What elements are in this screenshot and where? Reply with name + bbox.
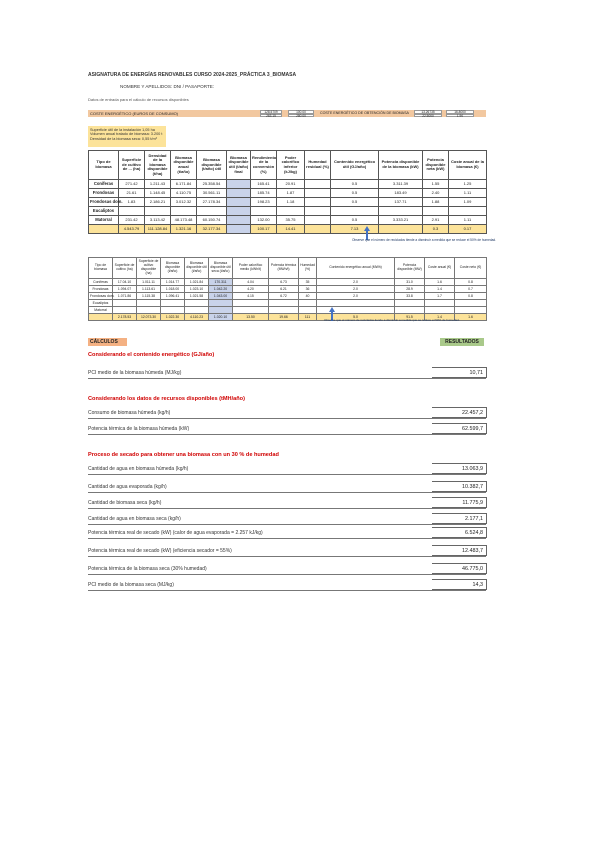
row-divider xyxy=(88,556,486,557)
table-cell: 1.094.07 xyxy=(113,286,137,293)
cost-bar-cell: 263.15 xyxy=(260,114,282,118)
column-header: Coste anual de la biomasa (€) xyxy=(449,151,487,180)
column-header: Poder calorífico medio (kWh/t) xyxy=(233,258,269,279)
table-row xyxy=(89,307,487,314)
calc-result-value: 22.457,2 xyxy=(432,407,487,418)
table-cell: 0.3 xyxy=(423,225,449,234)
row-divider xyxy=(88,574,486,575)
table-cell xyxy=(395,307,425,314)
column-header: Potencia térmica (MWh/t) xyxy=(269,258,299,279)
cost-bar-left-label: COSTE ENERGÉTICO (EUROS DE CONSUMO) xyxy=(90,111,179,116)
table-cell: 2.91 xyxy=(423,216,449,225)
table-cell xyxy=(269,307,299,314)
row-divider xyxy=(88,538,486,539)
cost-bar-mid-label: COSTE ENERGÉTICO DE OBTENCIÓN DE BIOMASA xyxy=(320,111,409,115)
calc-line-label: Potencia térmica real de secado (kW) (calor de agua evaporada = 2.257 kJ/kg) xyxy=(88,530,263,536)
table-row xyxy=(89,279,487,286)
table-cell: 231.42 xyxy=(119,216,145,225)
table-cell: 111 xyxy=(299,314,317,321)
table-cell: 4.15 xyxy=(233,293,269,300)
table-cell xyxy=(305,180,331,189)
column-header: Biomasa disponible anual (t/año) xyxy=(171,151,197,180)
table-cell xyxy=(233,307,269,314)
param-line: Superficie útil de la instalación 1,05 ha xyxy=(90,128,155,132)
table-cell xyxy=(299,307,317,314)
column-header: Humedad (%) xyxy=(299,258,317,279)
biomass-energy-table xyxy=(88,257,487,321)
column-header: Biomasa disponible útil seca (t/año) xyxy=(209,258,233,279)
table-cell: 27.178.34 xyxy=(197,198,227,207)
row-divider xyxy=(88,434,486,435)
table-cell: 2.0 xyxy=(317,279,395,286)
row-label: Coníferas xyxy=(89,279,113,286)
row-label: Frondosas xyxy=(89,286,113,293)
calc-result-value: 2.177,1 xyxy=(432,513,487,524)
table-cell xyxy=(449,207,487,216)
table-row xyxy=(89,300,487,307)
table-cell xyxy=(299,300,317,307)
table-cell: 4.20 xyxy=(233,286,269,293)
table-cell xyxy=(455,300,487,307)
row-divider xyxy=(88,524,486,525)
table-cell: 198.23 xyxy=(251,198,277,207)
calc-result-value: 13.063,9 xyxy=(432,463,487,474)
row-label: Frondosas dom. xyxy=(90,294,115,298)
table-cell xyxy=(161,307,185,314)
student-name-field: NOMBRE Y APELLIDOS: DNI / PASAPORTE: xyxy=(120,84,215,89)
calc-line-label: Consumo de biomasa húmeda (kg/h) xyxy=(88,410,171,416)
calc-line-label: PCI medio de la biomasa húmeda (MJ/kg) xyxy=(88,370,182,376)
section-title: Proceso de secado para obtener una biomasa con un 30 % de humedad xyxy=(88,452,279,458)
table-cell xyxy=(113,300,137,307)
table-cell: 1.4 xyxy=(425,314,455,321)
table-cell: 1.88 xyxy=(423,198,449,207)
table-cell: 1.021.58 xyxy=(185,293,209,300)
table-cell: 2.0 xyxy=(317,293,395,300)
column-header: Coste anual (€) xyxy=(425,258,455,279)
column-header: Tipo de biomasa xyxy=(89,258,113,279)
calc-result-value: 12.483,7 xyxy=(432,545,487,556)
table-cell: 0.5 xyxy=(331,189,379,198)
section-title: Considerando el contenido energético (GJ/año) xyxy=(88,352,215,358)
calc-line-label: Potencia térmica de la biomasa seca (30% humedad) xyxy=(88,566,207,572)
table-cell: 1.021.84 xyxy=(185,279,209,286)
row-label xyxy=(89,225,119,234)
table-cell: 3.012.32 xyxy=(171,198,197,207)
table-cell xyxy=(379,225,423,234)
table-cell xyxy=(227,189,251,198)
row-label: Frondosas dom. xyxy=(89,198,119,207)
table-cell xyxy=(113,307,137,314)
table-cell: 6.73 xyxy=(269,279,299,286)
table-cell: 1.6 xyxy=(425,279,455,286)
table-cell: 271.42 xyxy=(119,180,145,189)
table-cell: 0.17 xyxy=(449,225,487,234)
column-header: Coste neto (€) xyxy=(455,258,487,279)
table-cell: 1.018.00 xyxy=(161,286,185,293)
table-cell: 31.0 xyxy=(395,279,425,286)
cost-bar-cell: 128.5709 xyxy=(260,110,282,114)
table-total-row xyxy=(89,225,487,234)
table-cell xyxy=(161,300,185,307)
calc-line-label: Cantidad de biomasa seca (kg/h) xyxy=(88,500,162,506)
row-divider xyxy=(88,590,486,591)
calc-line-label: Cantidad de agua evaporada (kg/h) xyxy=(88,484,167,490)
column-header: Humedad residual (%) xyxy=(305,151,331,180)
row-divider xyxy=(88,474,486,475)
table-cell xyxy=(185,300,209,307)
table-cell: 170.311 xyxy=(209,279,233,286)
table-row xyxy=(89,293,487,300)
table-cell: 28.9 xyxy=(395,286,425,293)
biomass-resources-table xyxy=(88,150,487,234)
column-header: Densidad de la biomasa disponible (t/ha) xyxy=(145,151,171,180)
column-header: Superficie de cultivo disponible (ha) xyxy=(137,258,161,279)
table-cell: 33.8 xyxy=(395,293,425,300)
table-cell: 30.561.11 xyxy=(197,189,227,198)
calc-line-label: PCI medio de la biomasa seca (MJ/kg) xyxy=(88,582,174,588)
table-cell xyxy=(305,189,331,198)
cost-bar-cell: 100.00 xyxy=(288,110,314,114)
table-cell: 19.66 xyxy=(269,314,299,321)
table-cell xyxy=(227,225,251,234)
column-header: Poder calorífico inferior (kJ/kg) xyxy=(277,151,305,180)
table-cell: 137.71 xyxy=(379,198,423,207)
table-cell: 35 xyxy=(299,279,317,286)
row-label: Eucaliptos xyxy=(89,207,119,216)
table-cell: 1.6 xyxy=(455,314,487,321)
row-label: Coníferas xyxy=(89,180,119,189)
table-cell: 1.321.16 xyxy=(171,225,197,234)
table-cell xyxy=(425,307,455,314)
calc-result-value: 46.775,0 xyxy=(432,563,487,574)
table-cell xyxy=(305,225,331,234)
calc-result-value: 6.524,8 xyxy=(432,527,487,538)
table-cell: 1.113.61 xyxy=(137,286,161,293)
cost-bar-cell: 280.00 xyxy=(288,114,314,118)
column-header: Tipo de biomasa xyxy=(89,151,119,180)
column-header: Potencia disponible de la biomasa (kW) xyxy=(379,151,423,180)
table-cell: 0.5 xyxy=(331,180,379,189)
table-cell xyxy=(317,300,395,307)
table-cell xyxy=(379,207,423,216)
table-row xyxy=(89,180,487,189)
row-label: Matorral xyxy=(89,216,119,225)
table-cell: 1.014.77 xyxy=(161,279,185,286)
calc-result-value: 10,71 xyxy=(432,367,487,378)
table-cell: 0.5 xyxy=(331,216,379,225)
table-cell: 4.04 xyxy=(233,279,269,286)
table-cell xyxy=(305,207,331,216)
table-cell xyxy=(423,207,449,216)
table-cell xyxy=(185,307,209,314)
table-cell: 185.74 xyxy=(251,189,277,198)
cost-bar-cell: 22.5000 xyxy=(414,114,442,118)
document-title: ASIGNATURA DE ENERGÍAS RENOVABLES CURSO 2024-2025_PRÁCTICA 3_BIOMASA xyxy=(88,72,297,78)
row-label: Matorral xyxy=(89,307,113,314)
table-cell: 1.011.11 xyxy=(137,279,161,286)
table-cell: 2.186.21 xyxy=(145,198,171,207)
calc-line-label: Potencia térmica de la biomasa húmeda (kW) xyxy=(88,426,190,432)
table-row xyxy=(89,286,487,293)
calc-result-value: 62.599,7 xyxy=(432,423,487,434)
results-label: RESULTADOS xyxy=(440,338,484,346)
table-cell: 1.55 xyxy=(423,180,449,189)
param-line: Densidad de la biomasa seca: 0,55 t/m³ xyxy=(90,136,157,141)
table-cell: 2.0 xyxy=(317,286,395,293)
table-cell: 100.17 xyxy=(251,225,277,234)
calc-line-label: Cantidad de agua en biomasa húmeda (kg/h) xyxy=(88,466,189,472)
table-cell: 60.150.74 xyxy=(197,216,227,225)
row-divider xyxy=(88,418,486,419)
param-line: Volumen anual tratado de biomasa: 3.200 t xyxy=(90,132,163,137)
column-header: Contenido energético anual (MWh) xyxy=(317,258,395,279)
calc-line-label: Potencia térmica real de secado (kW) (eficiencia secador = 55%) xyxy=(88,548,232,554)
table-cell: 2.40 xyxy=(423,189,449,198)
table-cell: 6.72 xyxy=(269,293,299,300)
table-cell: 111.128.84 xyxy=(145,225,171,234)
table-cell xyxy=(395,300,425,307)
table-cell: 1.023.10 xyxy=(185,286,209,293)
table-cell xyxy=(331,207,379,216)
table-cell xyxy=(197,207,227,216)
table-cell: 0.5 xyxy=(331,198,379,207)
column-header: Contenido energético útil (GJ/año) xyxy=(331,151,379,180)
table-cell: 1.096.41 xyxy=(161,293,185,300)
table-cell: 13.50 xyxy=(233,314,269,321)
table-cell xyxy=(227,180,251,189)
table-cell: 4.110.75 xyxy=(171,189,197,198)
table-cell: 3.333.21 xyxy=(379,216,423,225)
table-cell xyxy=(277,207,305,216)
column-header: Biomasa disponible (t/año) útil xyxy=(197,151,227,180)
calc-result-value: 10.382,7 xyxy=(432,481,487,492)
table-cell: 35.75 xyxy=(277,216,305,225)
table-cell xyxy=(305,198,331,207)
table-cell: 1.211.43 xyxy=(145,180,171,189)
column-header: Potencia disponible neta (kW) xyxy=(423,151,449,180)
table-cell: 6.171.84 xyxy=(171,180,197,189)
table-cell: 3.311.39 xyxy=(379,180,423,189)
table-cell: 1.042.20 xyxy=(209,286,233,293)
column-header: Biomasa disponible útil (t/año) final xyxy=(227,151,251,180)
table-cell: 183.49 xyxy=(379,189,423,198)
table-cell: 14.41 xyxy=(277,225,305,234)
section-title: Considerando los datos de recursos disponibles (tMH/año) xyxy=(88,396,245,402)
column-header: Potencia disponible (MW) xyxy=(395,258,425,279)
calc-result-value: 11.775,9 xyxy=(432,497,487,508)
table-cell: 25.358.54 xyxy=(197,180,227,189)
table-cell: 0.8 xyxy=(455,293,487,300)
table-cell: 1.148.45 xyxy=(145,189,171,198)
table-cell: 17.04.10 xyxy=(113,279,137,286)
calculations-label: CÁLCULOS xyxy=(88,338,127,346)
calc-line-label: Cantidad de agua en biomasa seca (kg/h) xyxy=(88,516,181,522)
column-header: Superficie de cultivo (ha) xyxy=(113,258,137,279)
table-cell xyxy=(227,207,251,216)
table-cell: 0.7 xyxy=(455,286,487,293)
table-cell xyxy=(227,216,251,225)
table-cell: 40 xyxy=(299,293,317,300)
table-cell: 1.115.38 xyxy=(137,293,161,300)
table-cell: 91.5 xyxy=(395,314,425,321)
annotation-1: Observe que el número de reciclados tiende a disminuir a medida que se reduce el 50% de humedad. xyxy=(352,238,497,242)
table-cell xyxy=(233,300,269,307)
table-cell: 32.177.34 xyxy=(197,225,227,234)
row-label xyxy=(89,314,113,321)
table-cell: 1.7 xyxy=(425,293,455,300)
calculations-header xyxy=(88,338,486,346)
calc-result-value: 14,3 xyxy=(432,579,487,590)
table-cell: 1.25 xyxy=(449,180,487,189)
table-cell xyxy=(305,216,331,225)
table-cell: 0.8 xyxy=(455,279,487,286)
table-cell xyxy=(137,307,161,314)
row-divider xyxy=(88,378,486,379)
table-cell xyxy=(171,207,197,216)
column-header: Rendimiento de la conversión (%) xyxy=(251,151,277,180)
cost-bar-cell: 1.90 xyxy=(446,114,474,118)
table-cell: 6.21 xyxy=(269,286,299,293)
table-row xyxy=(89,207,487,216)
table-cell xyxy=(425,300,455,307)
table-cell xyxy=(251,207,277,216)
table-row xyxy=(89,216,487,225)
table-cell: 1.020.10 xyxy=(209,314,233,321)
table-cell: 1.83 xyxy=(119,198,145,207)
table-row xyxy=(89,198,487,207)
table-cell: 1.11 xyxy=(449,216,487,225)
table-cell: 1.022.30 xyxy=(161,314,185,321)
table-cell: 4.110.23 xyxy=(185,314,209,321)
table-cell xyxy=(209,300,233,307)
table-cell: 4.543.79 xyxy=(119,225,145,234)
table-cell: 48.173.48 xyxy=(171,216,197,225)
table-cell: 20.91 xyxy=(277,180,305,189)
row-label: Eucaliptos xyxy=(89,300,113,307)
table-row xyxy=(89,189,487,198)
table-cell: 5.0 xyxy=(317,314,395,321)
row-divider xyxy=(88,492,486,493)
cost-bar-cell: 16.8000 xyxy=(446,110,474,114)
table-cell xyxy=(137,300,161,307)
table-cell: 1.4 xyxy=(425,286,455,293)
column-header: Biomasa disponible (t/año) xyxy=(161,258,185,279)
table-cell: 1.043.00 xyxy=(209,293,233,300)
table-cell xyxy=(455,307,487,314)
table-cell xyxy=(145,207,171,216)
row-divider xyxy=(88,508,486,509)
table-cell: 1.18 xyxy=(277,198,305,207)
cost-bar xyxy=(88,110,486,117)
column-header: Superficie de cultivo de ... (ha) xyxy=(119,151,145,180)
table-cell: 1.071.86 xyxy=(113,293,137,300)
row-label: Frondosas xyxy=(89,189,119,198)
column-header: Biomasa disponible útil (t/año) xyxy=(185,258,209,279)
table-cell xyxy=(227,198,251,207)
table-cell: 3.113.42 xyxy=(145,216,171,225)
table-cell: 132.00 xyxy=(251,216,277,225)
table-cell: 12.073.30 xyxy=(137,314,161,321)
table-cell: 1.09 xyxy=(449,198,487,207)
cost-bar-cell: 13.26735 xyxy=(414,110,442,114)
table-cell: 1.11 xyxy=(449,189,487,198)
table-cell: 7.13 xyxy=(331,225,379,234)
table-cell xyxy=(119,207,145,216)
table-cell: 2.178.53 xyxy=(113,314,137,321)
table-cell xyxy=(269,300,299,307)
input-parameters-box xyxy=(88,126,166,147)
table-cell: 165.41 xyxy=(251,180,277,189)
table-cell: 36 xyxy=(299,286,317,293)
table-cell xyxy=(209,307,233,314)
table-cell: 1.87 xyxy=(277,189,305,198)
table-cell: 21.61 xyxy=(119,189,145,198)
input-note: Datos de entrada para el cálculo de recursos disponibles xyxy=(88,97,189,102)
annotation-2: Observe que el número de reciclados tiende a disminuir a medida que se reduce el 50% de humedad. xyxy=(324,318,460,322)
